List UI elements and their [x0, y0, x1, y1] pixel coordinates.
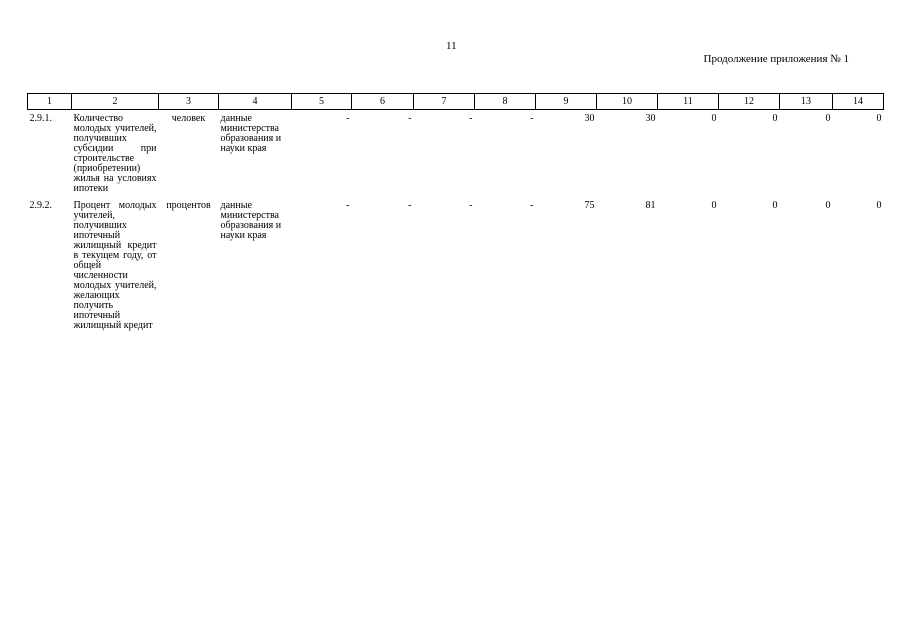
column-header: 7	[414, 94, 475, 110]
value-cell: 0	[711, 113, 717, 124]
source-cell: данные министерства образования и науки края	[220, 200, 282, 241]
column-header: 3	[159, 94, 219, 110]
column-header: 1	[28, 94, 72, 110]
column-header: 2	[72, 94, 159, 110]
value-cell: 0	[876, 113, 882, 124]
value-cell: -	[408, 113, 412, 124]
column-header: 13	[780, 94, 833, 110]
continuation-label: Продолжение приложения № 1	[703, 53, 849, 65]
row-number: 2.9.1.	[29, 113, 52, 124]
column-header: 14	[833, 94, 884, 110]
column-header: 11	[658, 94, 719, 110]
column-header: 8	[475, 94, 536, 110]
column-header: 4	[219, 94, 292, 110]
value-cell: -	[408, 200, 412, 211]
value-cell: 0	[772, 200, 778, 211]
value-cell: 75	[584, 200, 595, 211]
column-header: 10	[597, 94, 658, 110]
value-cell: 0	[825, 200, 831, 211]
column-header: 9	[536, 94, 597, 110]
column-header: 12	[719, 94, 780, 110]
indicator-description: Количество молодых учителей, получивших субсидии при строительстве (приобретении) жилья на условиях ипотеки	[73, 113, 157, 194]
value-cell: -	[530, 200, 534, 211]
value-cell: 30	[584, 113, 595, 124]
value-cell: -	[469, 200, 473, 211]
indicators-table	[27, 93, 884, 334]
indicator-description: Процент молодых учителей, получивших ипотечный жилищный кредит в текущем году, от общей численности молодых учителей, желающих получить ипотечный жилищный кредит	[73, 200, 157, 331]
table-row	[28, 110, 884, 198]
value-cell: -	[530, 113, 534, 124]
value-cell: 0	[772, 113, 778, 124]
value-cell: 0	[711, 200, 717, 211]
table-row	[28, 197, 884, 334]
value-cell: 30	[645, 113, 656, 124]
value-cell: 0	[825, 113, 831, 124]
unit-cell: процентов	[166, 200, 211, 211]
value-cell: -	[346, 113, 350, 124]
column-header: 6	[352, 94, 414, 110]
value-cell: -	[469, 113, 473, 124]
value-cell: -	[346, 200, 350, 211]
column-header: 5	[292, 94, 352, 110]
unit-cell: человек	[171, 113, 206, 124]
source-cell: данные министерства образования и науки края	[220, 113, 282, 154]
row-number: 2.9.2.	[29, 200, 52, 211]
page-number: 11	[446, 40, 457, 52]
value-cell: 0	[876, 200, 882, 211]
header-row	[28, 94, 884, 110]
value-cell: 81	[645, 200, 656, 211]
